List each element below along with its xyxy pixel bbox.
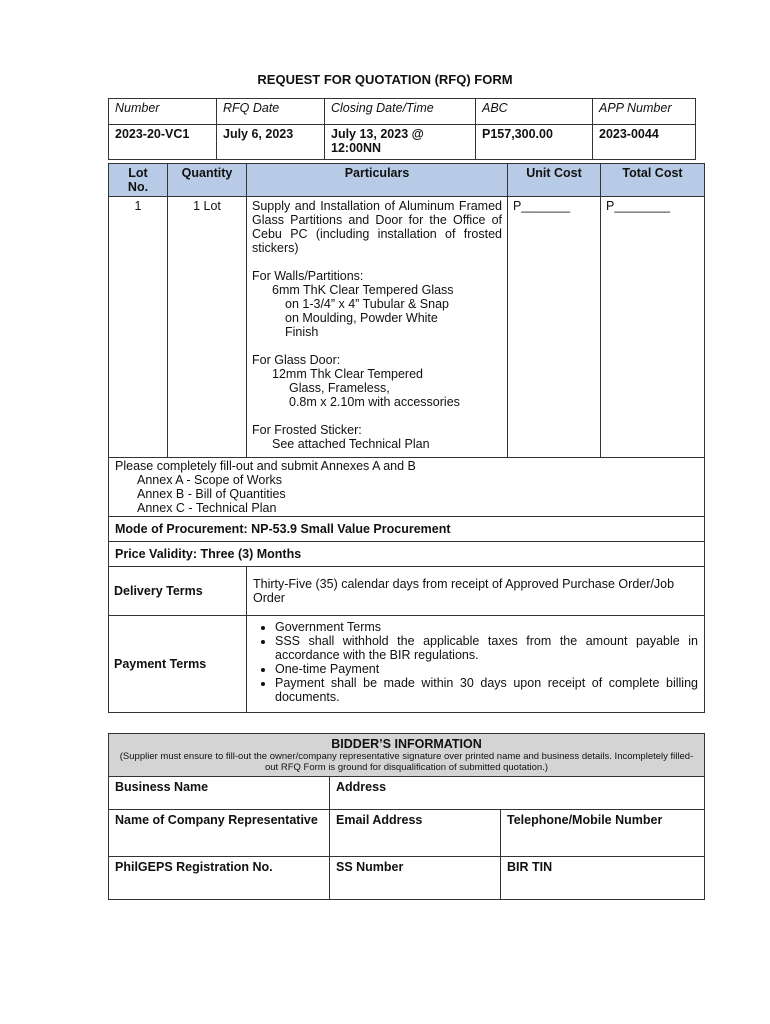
payment-term-item: • SSS shall withhold the applicable taxes from the amount payable in accordance with the BIR regulations. bbox=[275, 634, 698, 662]
door-line: 12mm Thk Clear Tempered bbox=[272, 367, 423, 381]
mode-label: Mode of Procurement: bbox=[115, 522, 248, 536]
walls-line: on Moulding, Powder White bbox=[285, 311, 438, 325]
validity-value: Three (3) Months bbox=[200, 547, 302, 561]
sticker-line: See attached Technical Plan bbox=[272, 437, 430, 451]
philgeps-field[interactable]: PhilGEPS Registration No. bbox=[109, 857, 330, 900]
col-lot-line2: No. bbox=[127, 180, 149, 194]
payment-terms-label: Payment Terms bbox=[109, 616, 247, 713]
annex-a: Annex A - Scope of Works bbox=[137, 473, 282, 487]
bidder-subtitle: (Supplier must ensure to fill-out the owner/company representative signature over printed name and business details. Incompletely filled-out RFQ Form is ground for disqualification of submitted quotation.) bbox=[119, 751, 694, 773]
col-lot bbox=[109, 164, 168, 197]
quantity-value: 1 Lot bbox=[168, 197, 247, 458]
delivery-terms-value: Thirty-Five (35) calendar days from receipt of Approved Purchase Order/Job Order bbox=[247, 567, 705, 616]
annex-c: Annex C - Technical Plan bbox=[137, 501, 277, 515]
app-number-label: APP Number bbox=[593, 99, 696, 125]
number-label: Number bbox=[109, 99, 217, 125]
payment-term-item: • One-time Payment bbox=[275, 662, 698, 676]
col-total-cost: Total Cost bbox=[601, 164, 705, 197]
form-title: REQUEST FOR QUOTATION (RFQ) FORM bbox=[257, 72, 513, 87]
payment-term-item: • Government Terms bbox=[275, 620, 698, 634]
mode-of-procurement bbox=[109, 517, 705, 542]
annex-instruction: Please completely fill-out and submit Annexes A and B bbox=[115, 459, 416, 473]
col-lot-line1: Lot bbox=[128, 166, 148, 180]
walls-line: Finish bbox=[285, 325, 319, 339]
tin-field[interactable]: BIR TIN bbox=[501, 857, 705, 900]
closing-label: Closing Date/Time bbox=[325, 99, 476, 125]
payment-terms-list bbox=[247, 616, 705, 713]
rfq-header-table bbox=[108, 98, 696, 160]
business-name-field[interactable]: Business Name bbox=[109, 777, 330, 810]
abc-label: ABC bbox=[476, 99, 593, 125]
total-cost-field[interactable]: P________ bbox=[601, 197, 705, 458]
unit-cost-field[interactable]: P_______ bbox=[508, 197, 601, 458]
email-field[interactable]: Email Address bbox=[330, 810, 501, 857]
closing-value bbox=[325, 125, 476, 160]
annex-notes bbox=[109, 458, 705, 517]
closing-time: 12:00NN bbox=[331, 141, 382, 155]
bidder-title: BIDDER’S INFORMATION bbox=[331, 737, 482, 751]
closing-date: July 13, 2023 @ bbox=[331, 127, 424, 141]
app-number-value: 2023-0044 bbox=[593, 125, 696, 160]
sticker-title: For Frosted Sticker: bbox=[252, 423, 362, 437]
col-quantity: Quantity bbox=[168, 164, 247, 197]
rfq-date-value: July 6, 2023 bbox=[217, 125, 325, 160]
representative-field[interactable]: Name of Company Representative bbox=[109, 810, 330, 857]
address-field[interactable]: Address bbox=[330, 777, 705, 810]
items-table bbox=[108, 163, 705, 713]
mode-value: NP-53.9 Small Value Procurement bbox=[251, 522, 451, 536]
door-line: 0.8m x 2.10m with accessories bbox=[289, 395, 460, 409]
number-value: 2023-20-VC1 bbox=[109, 125, 217, 160]
bidder-header bbox=[109, 734, 705, 777]
price-validity bbox=[109, 542, 705, 567]
delivery-terms-label: Delivery Terms bbox=[109, 567, 247, 616]
walls-line: on 1-3/4” x 4” Tubular & Snap bbox=[285, 297, 449, 311]
validity-label: Price Validity: bbox=[115, 547, 197, 561]
payment-term-item: • Payment shall be made within 30 days upon receipt of complete billing documents. bbox=[275, 676, 698, 704]
door-title: For Glass Door: bbox=[252, 353, 341, 367]
lot-value: 1 bbox=[109, 197, 168, 458]
annex-b: Annex B - Bill of Quantities bbox=[137, 487, 286, 501]
particulars-cell bbox=[247, 197, 508, 458]
abc-value: P157,300.00 bbox=[476, 125, 593, 160]
walls-line: 6mm ThK Clear Tempered Glass bbox=[272, 283, 454, 297]
door-line: Glass, Frameless, bbox=[289, 381, 390, 395]
rfq-date-label: RFQ Date bbox=[217, 99, 325, 125]
col-particulars: Particulars bbox=[247, 164, 508, 197]
col-unit-cost: Unit Cost bbox=[508, 164, 601, 197]
walls-title: For Walls/Partitions: bbox=[252, 269, 364, 283]
item-description: Supply and Installation of Aluminum Framed Glass Partitions and Door for the Office of Cebu PC (including installation of frosted stickers) bbox=[252, 199, 502, 255]
sss-field[interactable]: SS Number bbox=[330, 857, 501, 900]
bidder-information-table bbox=[108, 733, 705, 900]
table-row bbox=[109, 197, 705, 458]
phone-field[interactable]: Telephone/Mobile Number bbox=[501, 810, 705, 857]
